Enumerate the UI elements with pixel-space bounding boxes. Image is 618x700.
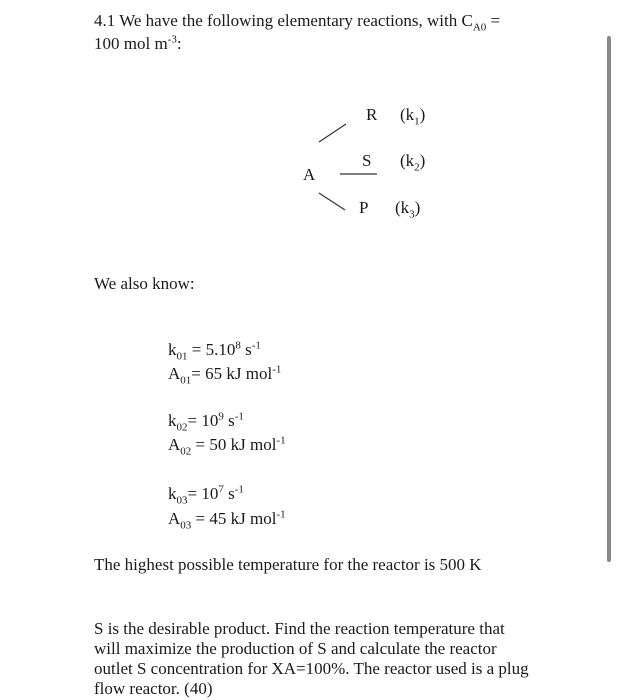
task-paragraph: S is the desirable product. Find the reaction temperature that will maximize the production of S and calculate the reactor outlet S concentration for XA=100%. The reactor used is a plug flow reactor. (40) (94, 619, 529, 698)
a03-line: $A_{03} = 45$ kJ mol$^{-1}$ (168, 508, 286, 532)
a01-line: $A_{01}= 65$ kJ mol$^{-1}$ (168, 363, 282, 387)
k02-line: $k_{02}= 10^9$ $s^{-1}$ (168, 410, 244, 434)
k03-line: $k_{03}= 10^7$ $s^{-1}$ (168, 483, 244, 507)
temperature-note: The highest possible temperature for the reactor is 500 K (94, 555, 482, 574)
vertical-scrollbar[interactable] (607, 36, 611, 562)
a02-line: $A_{02} = 50$ kJ mol$^{-1}$ (168, 434, 286, 458)
k01-line: $k_{01} = 5.10^8$ $s^{-1}$ (168, 339, 261, 363)
product-p: P (359, 198, 369, 217)
rate-k1: $(k_1)$ (400, 105, 426, 128)
reactant-a: A (303, 165, 316, 184)
branch-line-p (319, 193, 345, 210)
also-know-label: We also know: (94, 274, 195, 293)
question-line-2: 100 mol $m^{-3}$: (94, 33, 182, 53)
product-s: S (362, 151, 372, 170)
product-r: R (366, 105, 378, 124)
rate-k3: $(k_3)$ (395, 198, 421, 221)
question-line-1: 4.1 We have the following elementary reactions, with $C_{A0}$ = (94, 11, 501, 34)
branch-line-r (319, 124, 346, 142)
rate-k2: $(k_2)$ (400, 151, 426, 174)
